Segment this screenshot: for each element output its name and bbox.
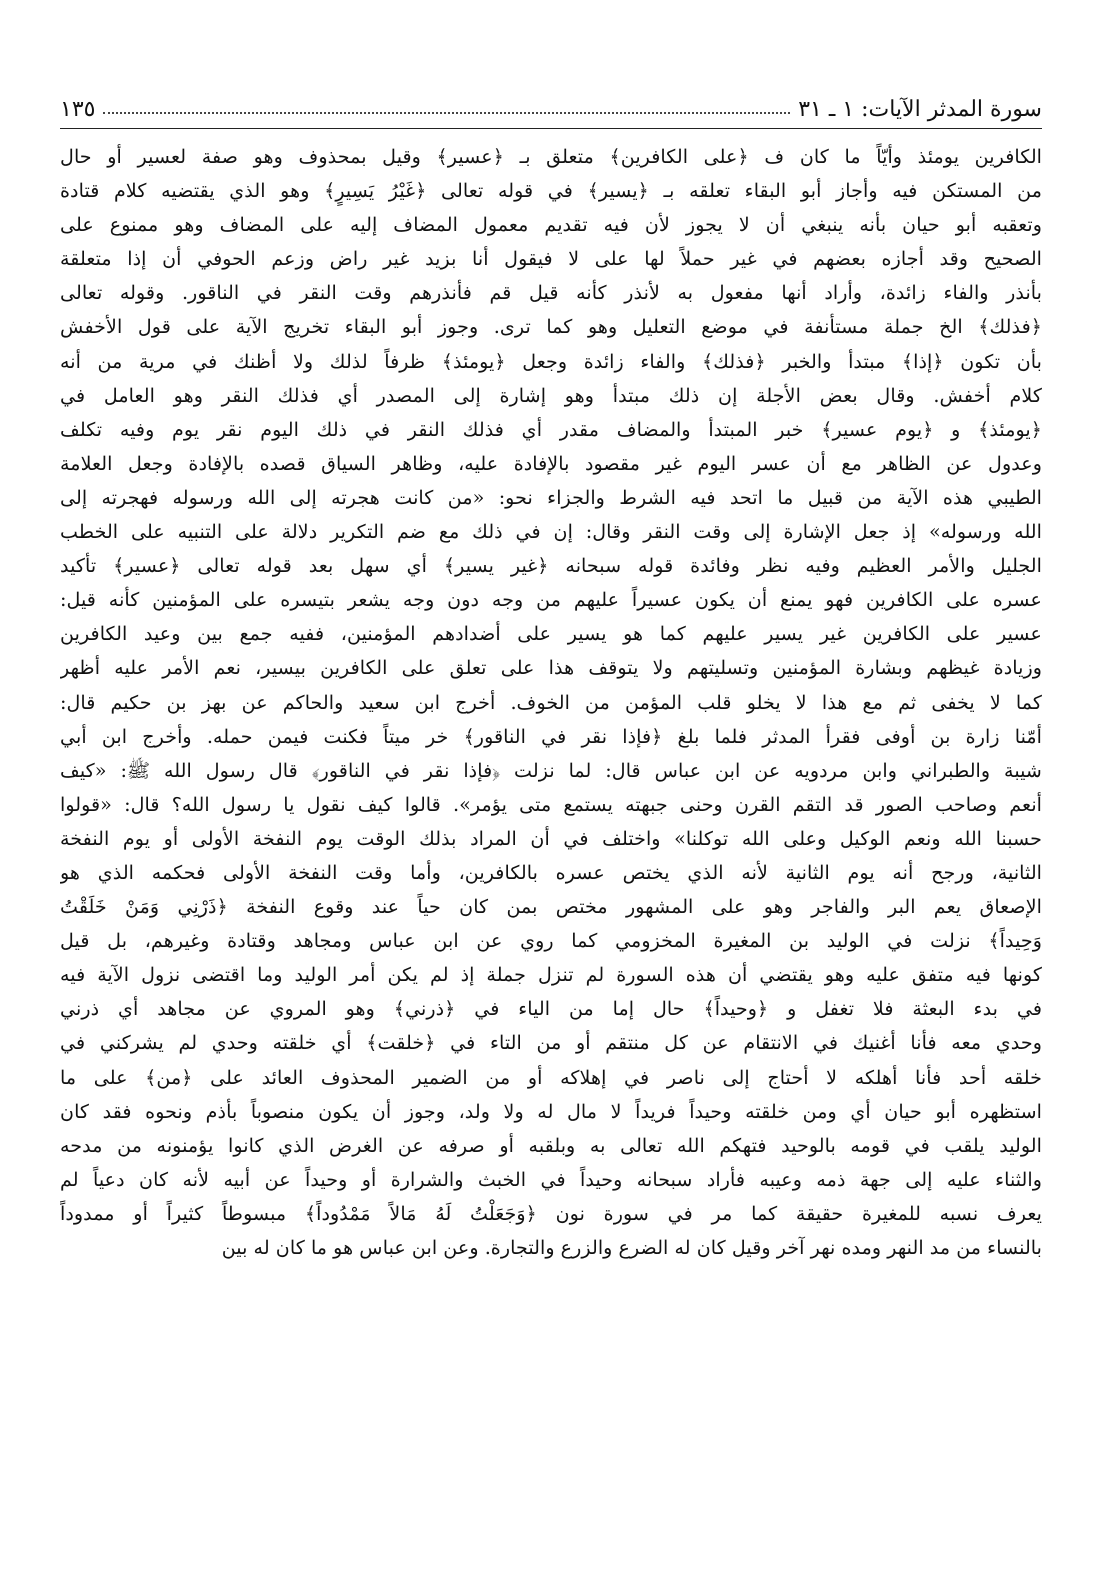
text-line: الوليد يلقب في قومه بالوحيد فتهكم الله تعالى به وبلقبه أو صرفه عن الغرض الذي كانوا يؤمنونه من مدحه bbox=[60, 1133, 1042, 1157]
text-line: أنعم وصاحب الصور قد التقم القرن وحنى جبهته يستمع متى يؤمر». قالوا كيف نقول يا رسول الله؟ قال: «قولوا bbox=[60, 792, 1042, 816]
text-line: بالنساء من مد النهر ومده نهر آخر وقيل كان له الضرع والزرع والتجارة. وعن ابن عباس هو ما كان له بين bbox=[221, 1236, 1042, 1259]
body-text bbox=[60, 140, 1042, 1570]
text-line: وتعقبه أبو حيان بأنه ينبغي أن لا يجوز لأن فيه تقديم معمول المضاف إليه على المضاف وهو ممنوع على bbox=[60, 213, 1042, 237]
text-line: بأن تكون ﴿إذا﴾ مبتدأ والخبر ﴿فذلك﴾ والفاء زائدة وجعل ﴿يومئذ﴾ ظرفاً لذلك ولا أظنك في مرية من أنه bbox=[60, 349, 1042, 373]
text-line: الله ورسوله» إذ جعل الإشارة إلى وقت النقر وقال: إن في ذلك مع ضم التكرير دلالة على التنبيه على الخطب bbox=[60, 520, 1042, 544]
text-line: الثانية، ورجح أنه يوم الثانية لأنه الذي يختص عسره بالكافرين، وأما وقت النفخة الأولى فحكمه الذي هو bbox=[60, 860, 1042, 884]
text-line: الجليل والأمر العظيم وفيه نظر وفائدة قوله سبحانه ﴿غير يسير﴾ أي سهل بعد قوله تعالى ﴿عسير﴾ تأكيد bbox=[60, 554, 1042, 578]
text-line: وحدي معه فأنا أغنيك في الانتقام عن كل منتقم أو من التاء في ﴿خلقت﴾ أي خلقته وحدي لم يشركني في bbox=[60, 1031, 1042, 1055]
running-title: سورة المدثر الآيات: ١ ـ ٣١ bbox=[798, 97, 1042, 122]
text-line: الإصعاق يعم البر والفاجر وهو على المشهور مختص بمن كان حياً عند وقوع النفخة ﴿ذَرْنِي وَمَنْ خَلَقْتُ bbox=[60, 895, 1042, 919]
text-line: في بدء البعثة فلا تغفل و ﴿وحيداً﴾ حال إما من الياء في ﴿ذرني﴾ وهو المروي عن مجاهد أي ذرني bbox=[60, 997, 1042, 1021]
text-line: ﴿فذلك﴾ الخ جملة مستأنفة في موضع التعليل وهو كما ترى. وجوز أبو البقاء تخريج الآية على قول الأخفش bbox=[60, 315, 1042, 339]
text-line: عسره على الكافرين فهو يمنع أن يكون عسيراً عليهم من وجه دون وجه يشعر بتيسره على المؤمنين كأنه قيل: bbox=[60, 588, 1042, 612]
text-line: والثناء عليه إلى جهة ذمه وعيبه فأراد سبحانه وحيداً في الخبث والشرارة أو وحيداً عن أبيه لأنه كان دعياً لم bbox=[60, 1167, 1042, 1191]
text-line: وعدول عن الظاهر مع أن عسر اليوم غير مقصود بالإفادة عليه، وظاهر السياق قصده بالإفادة وجعل العلامة bbox=[60, 451, 1042, 475]
text-line: وَحِيداً﴾ نزلت في الوليد بن المغيرة المخزومي كما روي عن ابن عباس ومجاهد وقتادة وغيرهم، بل قيل bbox=[60, 929, 1042, 953]
page-number: ١٣٥ bbox=[60, 97, 96, 122]
text-line: عسير على الكافرين غير يسير عليهم كما هو يسير على أضدادهم المؤمنين، ففيه جمع بين وعيد الكافرين bbox=[60, 622, 1042, 646]
text-line: حسبنا الله ونعم الوكيل وعلى الله توكلنا» واختلف في أن المراد بذلك الوقت يوم النفخة الأولى أو يوم النفخة bbox=[60, 826, 1042, 850]
text-line: ﴿يومئذ﴾ و ﴿يوم عسير﴾ خبر المبتدأ والمضاف مقدر أي فذلك النقر في ذلك اليوم نقر يوم وفيه تكلف bbox=[60, 417, 1042, 441]
text-line: شيبة والطبراني وابن مردويه عن ابن عباس قال: لما نزلت ﴿فإذا نقر في الناقور﴾ قال رسول الله ﷺ: «كيف bbox=[60, 758, 1042, 782]
text-line: أمّنا زارة بن أوفى فقرأ المدثر فلما بلغ ﴿فإذا نقر في الناقور﴾ خر ميتاً فكنت فيمن حمله. وأخرج ابن أبي bbox=[60, 724, 1042, 748]
text-line: الصحيح وقد أجازه بعضهم في غير حملاً لها على لا فيقول أنا بزيد غير راض وزعم الحوفي أن إذا متعلقة bbox=[60, 247, 1042, 271]
text-line: وزيادة غيظهم وبشارة المؤمنين وتسليتهم ولا يتوقف هذا على تعلق على الكافرين بيسير، نعم الأمر عليه أظهر bbox=[60, 656, 1042, 680]
text-line: كونها فيه متفق عليه وهو يقتضي أن هذه السورة لم تنزل جملة إذ لم يكن أمر الوليد وما اقتضى نزول الآية فيه bbox=[60, 963, 1042, 987]
text-line: من المستكن فيه وأجاز أبو البقاء تعلقه بـ ﴿يسير﴾ في قوله تعالى ﴿غَيْرُ يَسِيرٍ﴾ وهو الذي يقتضيه كلام قتادة bbox=[60, 179, 1042, 203]
text-line: بأنذر والفاء زائدة، وأراد أنها مفعول به لأنذر كأنه قيل قم فأنذرهم وقت النقر في الناقور. وقوله تعالى bbox=[60, 281, 1042, 305]
text-line: كما لا يخفى ثم مع هذا لا يخلو قلب المؤمن من الخوف. أخرج ابن سعيد والحاكم عن بهز بن حكيم قال: bbox=[60, 690, 1042, 714]
text-line: يعرف نسبه للمغيرة حقيقة كما مر في سورة نون ﴿وَجَعَلْتُ لَهُ مَالاً مَمْدُوداً﴾ مبسوطاً كثيراً أو ممدوداً bbox=[60, 1201, 1042, 1225]
header-leader-dots bbox=[103, 112, 790, 114]
text-line: الطيبي هذه الآية من قبيل ما اتحد فيه الشرط والجزاء نحو: «من كانت هجرته إلى الله ورسوله فهجرته إلى bbox=[60, 485, 1042, 509]
page-header bbox=[60, 86, 1042, 129]
text-line: خلقه أحد فأنا أهلكه لا أحتاج إلى ناصر في إهلاكه أو من الضمير المحذوف العائد على ﴿من﴾ على ما bbox=[60, 1065, 1042, 1089]
text-line: الكافرين يومئذ وأيّاً ما كان ف ﴿على الكافرين﴾ متعلق بـ ﴿عسير﴾ وقيل بمحذوف وهو صفة لعسير أو حال bbox=[60, 145, 1042, 168]
text-line: استظهره أبو حيان أي ومن خلقته وحيداً فريداً لا مال له ولا ولد، وجوز أن يكون منصوباً بأذم ونحوه فقد كان bbox=[60, 1099, 1042, 1123]
text-line: كلام أخفش. وقال بعض الأجلة إن ذلك مبتدأ وهو إشارة إلى المصدر أي فذلك النقر وهو العامل في bbox=[60, 383, 1042, 407]
